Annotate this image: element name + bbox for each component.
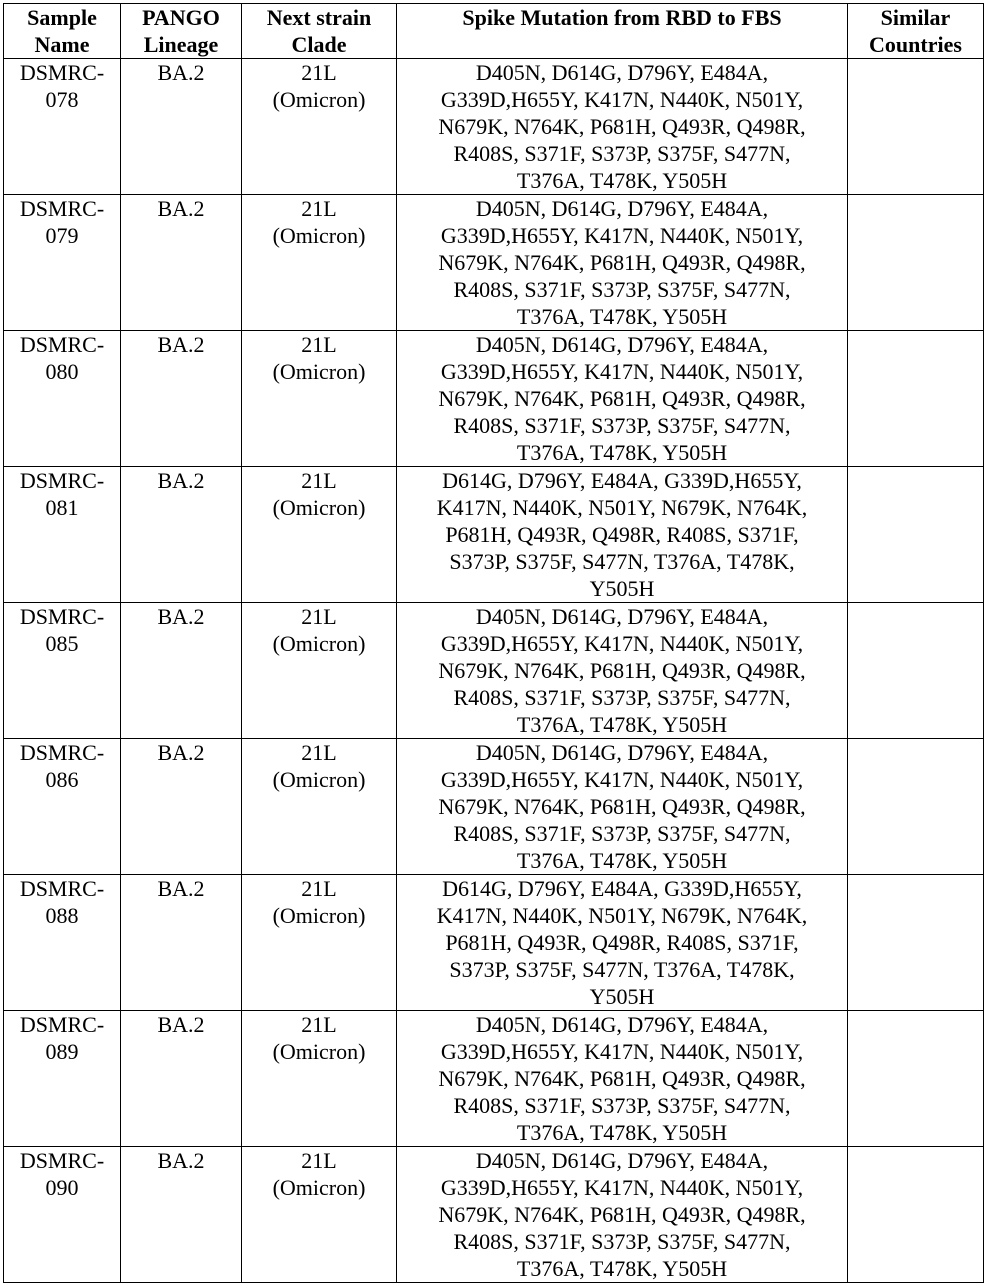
mutations-cell: D405N, D614G, D796Y, E484A, G339D,H655Y, K417N, N440K, N501Y, N679K, N764K, P681H, Q493R, Q498R, R408S, S371F, S373P, S375F, S477N, T376A, T478K, Y505H [397,59,848,195]
similar-countries-cell [848,331,984,467]
lineage-cell: BA.2 [121,59,242,195]
table-row [4,739,984,875]
sample-name-cell: DSMRC- 080 [4,331,121,467]
sample-name-cell: DSMRC- 079 [4,195,121,331]
mutation-table [3,3,984,1283]
sample-name-cell: DSMRC- 086 [4,739,121,875]
mutations-cell: D405N, D614G, D796Y, E484A, G339D,H655Y, K417N, N440K, N501Y, N679K, N764K, P681H, Q493R, Q498R, R408S, S371F, S373P, S375F, S477N, T376A, T478K, Y505H [397,1147,848,1283]
mutations-cell: D405N, D614G, D796Y, E484A, G339D,H655Y, K417N, N440K, N501Y, N679K, N764K, P681H, Q493R, Q498R, R408S, S371F, S373P, S375F, S477N, T376A, T478K, Y505H [397,195,848,331]
table-row [4,331,984,467]
table-row [4,1011,984,1147]
mutations-cell: D614G, D796Y, E484A, G339D,H655Y, K417N, N440K, N501Y, N679K, N764K, P681H, Q493R, Q498R, R408S, S371F, S373P, S375F, S477N, T376A, T478K, Y505H [397,467,848,603]
sample-name-cell: DSMRC- 081 [4,467,121,603]
table-row [4,603,984,739]
similar-countries-cell [848,875,984,1011]
similar-countries-cell [848,195,984,331]
clade-cell: 21L (Omicron) [242,875,397,1011]
clade-cell: 21L (Omicron) [242,603,397,739]
mutations-cell: D405N, D614G, D796Y, E484A, G339D,H655Y, K417N, N440K, N501Y, N679K, N764K, P681H, Q493R, Q498R, R408S, S371F, S373P, S375F, S477N, T376A, T478K, Y505H [397,603,848,739]
clade-cell: 21L (Omicron) [242,739,397,875]
mutations-cell: D405N, D614G, D796Y, E484A, G339D,H655Y, K417N, N440K, N501Y, N679K, N764K, P681H, Q493R, Q498R, R408S, S371F, S373P, S375F, S477N, T376A, T478K, Y505H [397,739,848,875]
lineage-cell: BA.2 [121,331,242,467]
header-sample-name: Sample Name [4,4,121,59]
similar-countries-cell [848,603,984,739]
clade-cell: 21L (Omicron) [242,467,397,603]
clade-cell: 21L (Omicron) [242,1147,397,1283]
table-row [4,467,984,603]
mutations-cell: D405N, D614G, D796Y, E484A, G339D,H655Y, K417N, N440K, N501Y, N679K, N764K, P681H, Q493R, Q498R, R408S, S371F, S373P, S375F, S477N, T376A, T478K, Y505H [397,1011,848,1147]
lineage-cell: BA.2 [121,603,242,739]
table-row [4,195,984,331]
table-row [4,875,984,1011]
header-row [4,4,984,59]
clade-cell: 21L (Omicron) [242,195,397,331]
clade-cell: 21L (Omicron) [242,59,397,195]
similar-countries-cell [848,467,984,603]
mutations-cell: D614G, D796Y, E484A, G339D,H655Y, K417N, N440K, N501Y, N679K, N764K, P681H, Q493R, Q498R, R408S, S371F, S373P, S375F, S477N, T376A, T478K, Y505H [397,875,848,1011]
lineage-cell: BA.2 [121,1147,242,1283]
similar-countries-cell [848,739,984,875]
similar-countries-cell [848,1147,984,1283]
mutations-cell: D405N, D614G, D796Y, E484A, G339D,H655Y, K417N, N440K, N501Y, N679K, N764K, P681H, Q493R, Q498R, R408S, S371F, S373P, S375F, S477N, T376A, T478K, Y505H [397,331,848,467]
table-row [4,1147,984,1283]
sample-name-cell: DSMRC- 089 [4,1011,121,1147]
clade-cell: 21L (Omicron) [242,331,397,467]
sample-name-cell: DSMRC- 090 [4,1147,121,1283]
lineage-cell: BA.2 [121,875,242,1011]
table-row [4,59,984,195]
similar-countries-cell [848,1011,984,1147]
lineage-cell: BA.2 [121,739,242,875]
clade-cell: 21L (Omicron) [242,1011,397,1147]
similar-countries-cell [848,59,984,195]
sample-name-cell: DSMRC- 078 [4,59,121,195]
lineage-cell: BA.2 [121,467,242,603]
header-nextstrain-clade: Next strain Clade [242,4,397,59]
header-pango-lineage: PANGO Lineage [121,4,242,59]
header-similar-countries: Similar Countries [848,4,984,59]
lineage-cell: BA.2 [121,195,242,331]
lineage-cell: BA.2 [121,1011,242,1147]
header-spike-mutation: Spike Mutation from RBD to FBS [397,4,848,59]
sample-name-cell: DSMRC- 085 [4,603,121,739]
sample-name-cell: DSMRC- 088 [4,875,121,1011]
